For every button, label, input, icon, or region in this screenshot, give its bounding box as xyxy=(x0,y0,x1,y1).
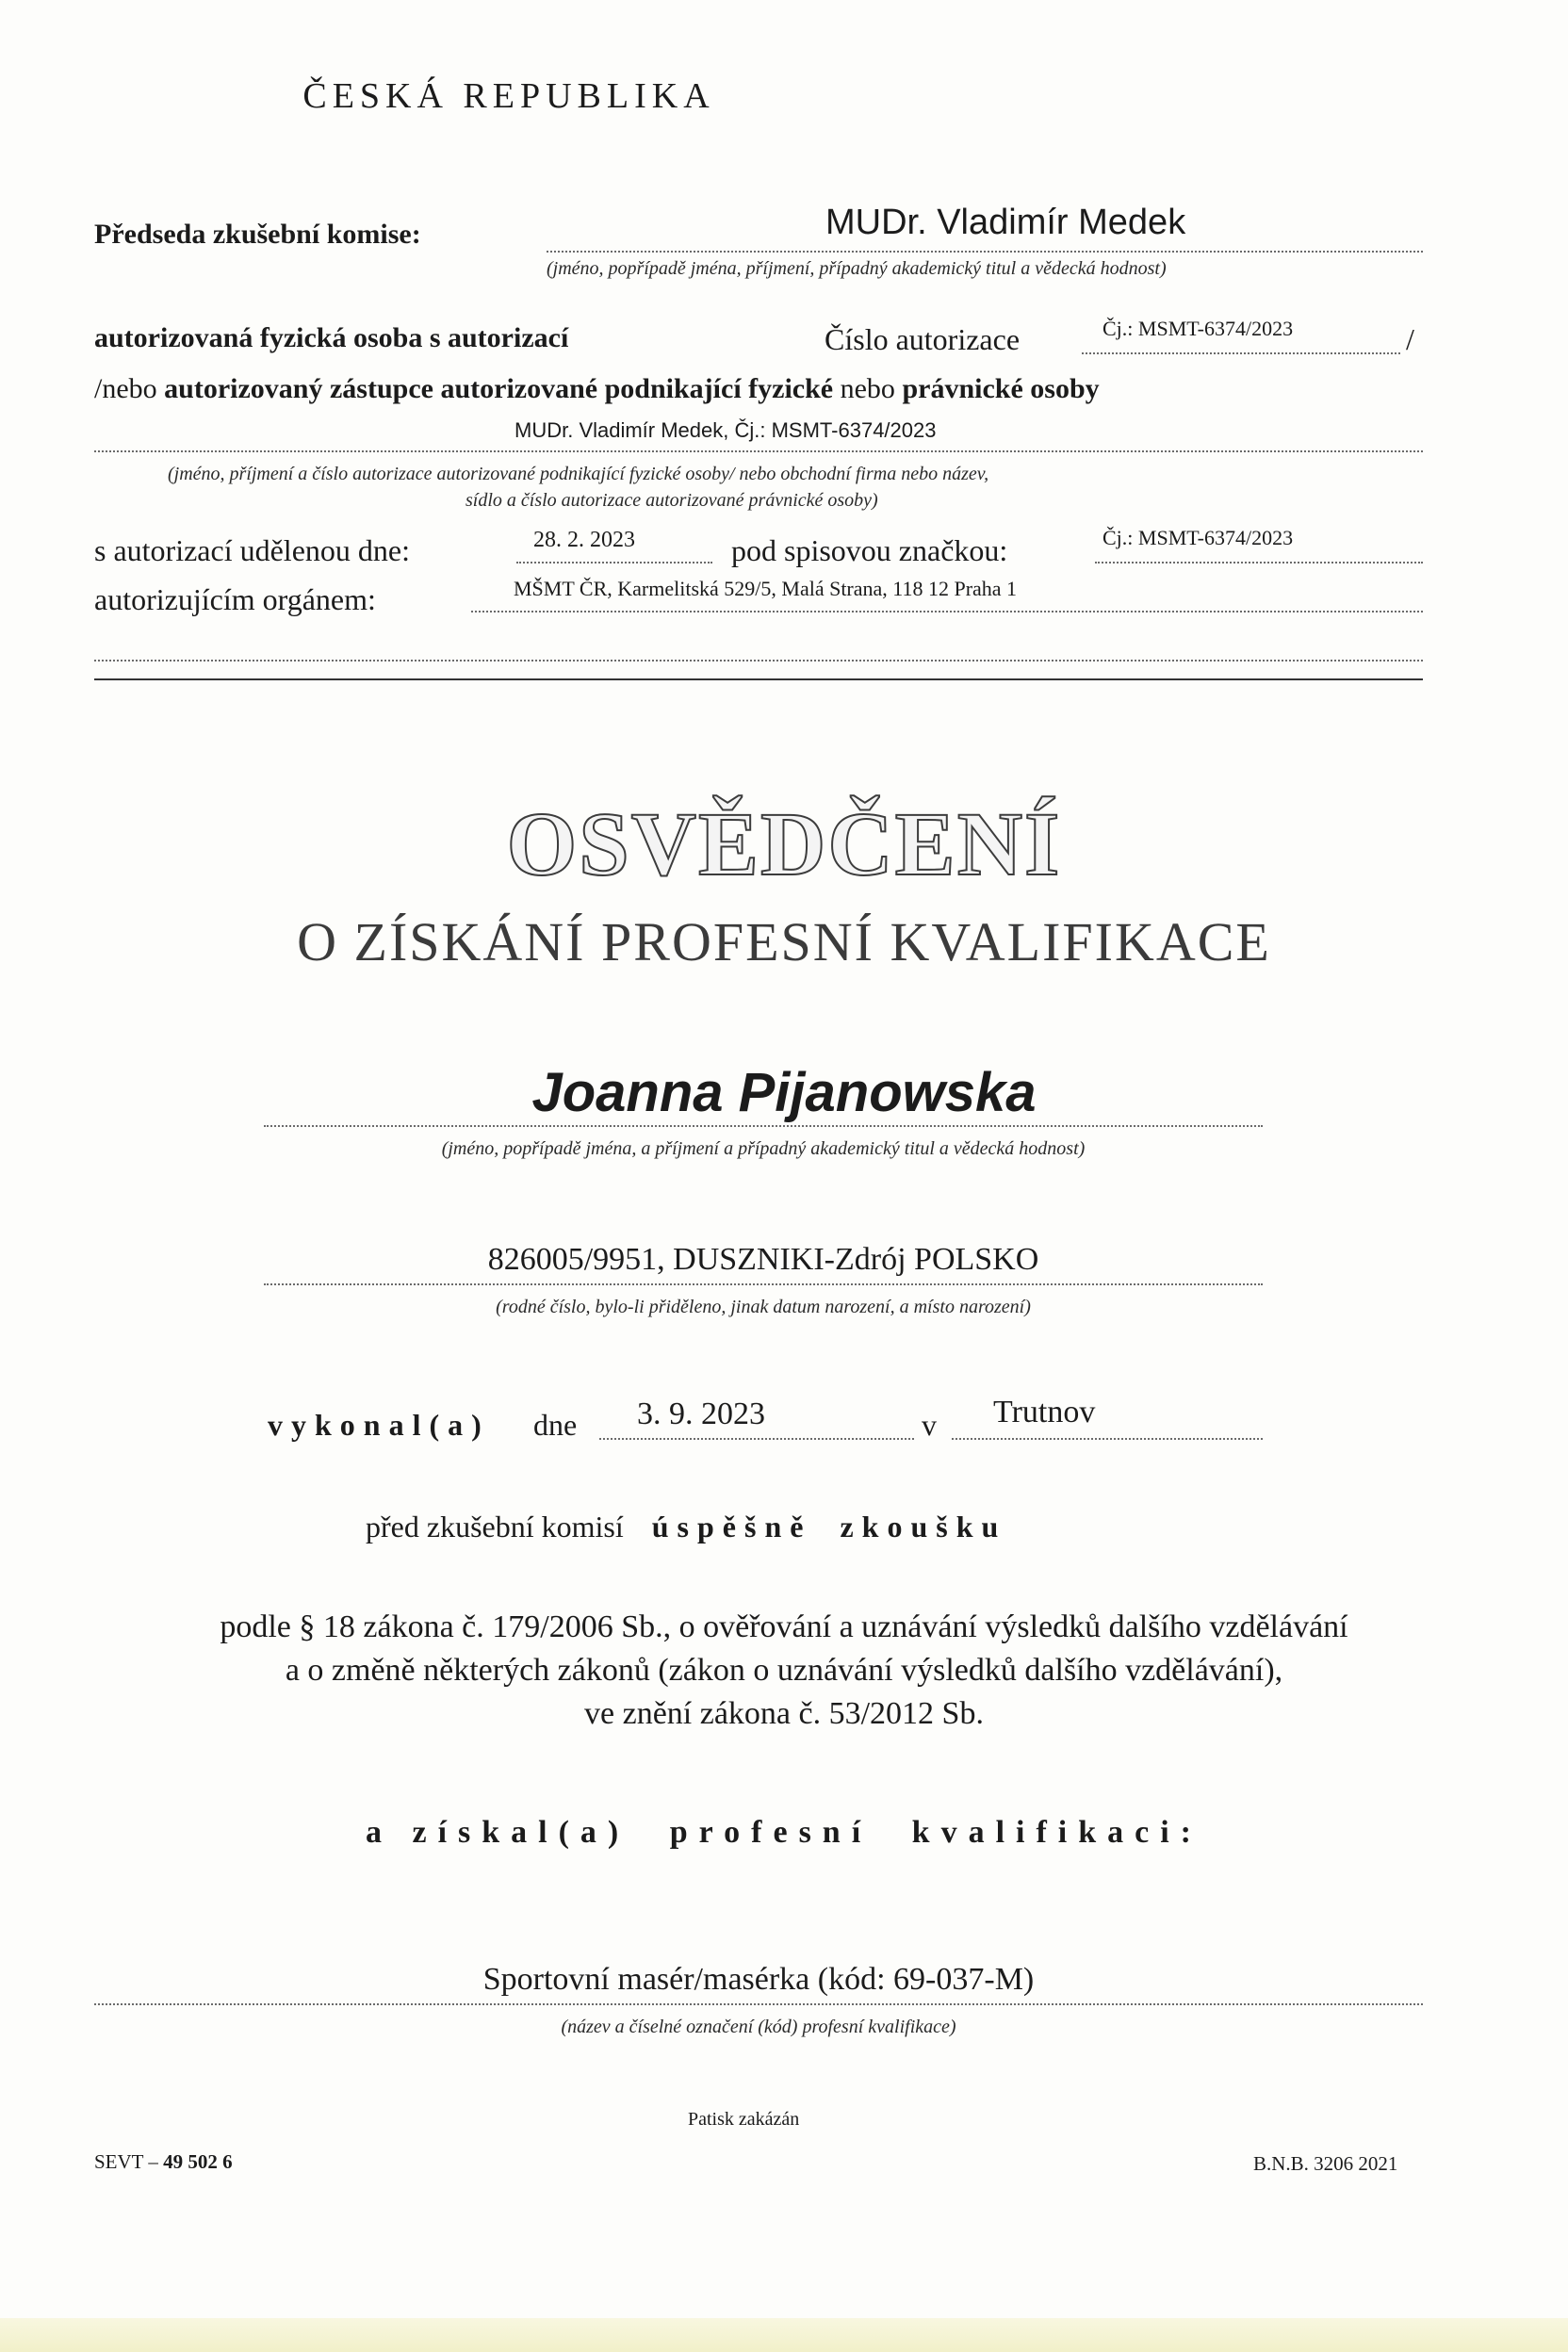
or-prefix: /nebo xyxy=(94,373,157,404)
or-bold-text-1: autorizovaný zástupce autorizované podnikající fyzické xyxy=(164,373,834,404)
authority-label: autorizujícím orgánem: xyxy=(94,582,376,616)
exam-prefix: před zkušební komisí xyxy=(366,1510,624,1544)
certificate-subtitle: O ZÍSKÁNÍ PROFESNÍ KVALIFIKACE xyxy=(297,911,1271,972)
acquired-part-1: a získal(a) xyxy=(365,1815,630,1850)
holder-dotted-line xyxy=(264,1125,1263,1127)
birth-value: 826005/9951, DUSZNIKI-Zdrój POLSKO xyxy=(487,1242,1039,1277)
file-value: Čj.: MSMT-6374/2023 xyxy=(1102,526,1294,549)
representative-caption-1: (jméno, příjmení a číslo autorizace autorizované podnikající fyzické osoby/ nebo obchodní firma nebo název, xyxy=(168,464,989,484)
file-dotted-line xyxy=(1095,562,1423,564)
chair-label: Předseda zkušební komise: xyxy=(94,219,421,250)
representative-line xyxy=(94,373,1100,405)
authorized-label: autorizovaná fyzická osoba s autorizací xyxy=(94,322,569,353)
header-divider xyxy=(94,678,1423,680)
auth-number-slash: / xyxy=(1406,322,1414,356)
acquired-part-3: kvalifikaci: xyxy=(911,1815,1202,1850)
performed-label: vykonal(a) xyxy=(268,1408,490,1442)
qualification-dotted-line xyxy=(94,2003,1423,2005)
place-value: Trutnov xyxy=(993,1395,1096,1429)
law-line-2: a o změně některých zákonů (zákon o uznávání výsledků dalšího vzdělávání), xyxy=(285,1653,1283,1688)
auth-number-dotted-line xyxy=(1082,352,1400,354)
reprint-note: Patisk zakázán xyxy=(688,2109,800,2130)
form-code-prefix: SEVT – xyxy=(94,2150,158,2173)
representative-value: MUDr. Vladimír Medek, Čj.: MSMT-6374/2023 xyxy=(514,418,937,442)
chair-dotted-line xyxy=(547,251,1423,253)
or-mid-text: nebo xyxy=(840,373,895,404)
qualification-caption: (název a číselné označení (kód) profesní kvalifikace) xyxy=(561,2017,956,2037)
form-code xyxy=(94,2150,233,2174)
birth-dotted-line xyxy=(264,1283,1263,1285)
date-dotted-line xyxy=(599,1438,914,1440)
chair-name: MUDr. Vladimír Medek xyxy=(825,203,1186,242)
law-line-1: podle § 18 zákona č. 179/2006 Sb., o ověřování a uznávání výsledků dalšího vzdělávání xyxy=(220,1609,1348,1644)
acquired-part-2: profesní xyxy=(669,1815,873,1850)
paper-edge-tint xyxy=(0,2318,1568,2352)
granted-value: 28. 2. 2023 xyxy=(533,528,635,552)
file-label: pod spisovou značkou: xyxy=(731,533,1008,567)
granted-dotted-line xyxy=(516,562,712,564)
certificate-title: OSVĚDČENÍ xyxy=(506,793,1062,894)
country-heading: ČESKÁ REPUBLIKA xyxy=(302,76,715,116)
date-value: 3. 9. 2023 xyxy=(637,1396,765,1431)
qualification-value: Sportovní masér/masérka (kód: 69-037-M) xyxy=(482,1962,1035,1997)
form-code-number: 49 502 6 xyxy=(163,2150,233,2173)
law-line-3: ve znění zákona č. 53/2012 Sb. xyxy=(584,1696,984,1731)
representative-caption-2: sídlo a číslo autorizace autorizované právnické osoby) xyxy=(466,490,878,511)
or-bold-text-2: právnické osoby xyxy=(902,373,1100,404)
blank-dotted-line xyxy=(94,660,1423,662)
representative-dotted-line xyxy=(94,450,1423,452)
date-label: dne xyxy=(533,1408,578,1442)
authority-value: MŠMT ČR, Karmelitská 529/5, Malá Strana, 118 12 Praha 1 xyxy=(514,577,1018,600)
exam-bold-1: úspěšně xyxy=(651,1510,812,1544)
auth-number-value: Čj.: MSMT-6374/2023 xyxy=(1102,317,1294,340)
acquired-line xyxy=(0,1815,1568,1851)
print-code: B.N.B. 3206 2021 xyxy=(1253,2152,1398,2175)
holder-caption: (jméno, popřípadě jména, a příjmení a případný akademický titul a vědecká hodnost) xyxy=(441,1138,1086,1159)
chair-caption: (jméno, popřípadě jména, příjmení, případný akademický titul a vědecká hodnost) xyxy=(547,258,1167,279)
birth-caption: (rodné číslo, bylo-li přiděleno, jinak datum narození, a místo narození) xyxy=(496,1297,1031,1317)
authority-dotted-line xyxy=(471,611,1423,612)
granted-label: s autorizací udělenou dne: xyxy=(94,533,410,567)
exam-bold-2: zkoušku xyxy=(840,1510,1007,1544)
place-label: v xyxy=(922,1408,937,1442)
auth-number-label: Číslo autorizace xyxy=(825,322,1021,356)
exam-line xyxy=(366,1510,1006,1544)
holder-name: Joanna Pijanowska xyxy=(531,1062,1037,1123)
place-dotted-line xyxy=(952,1438,1263,1440)
